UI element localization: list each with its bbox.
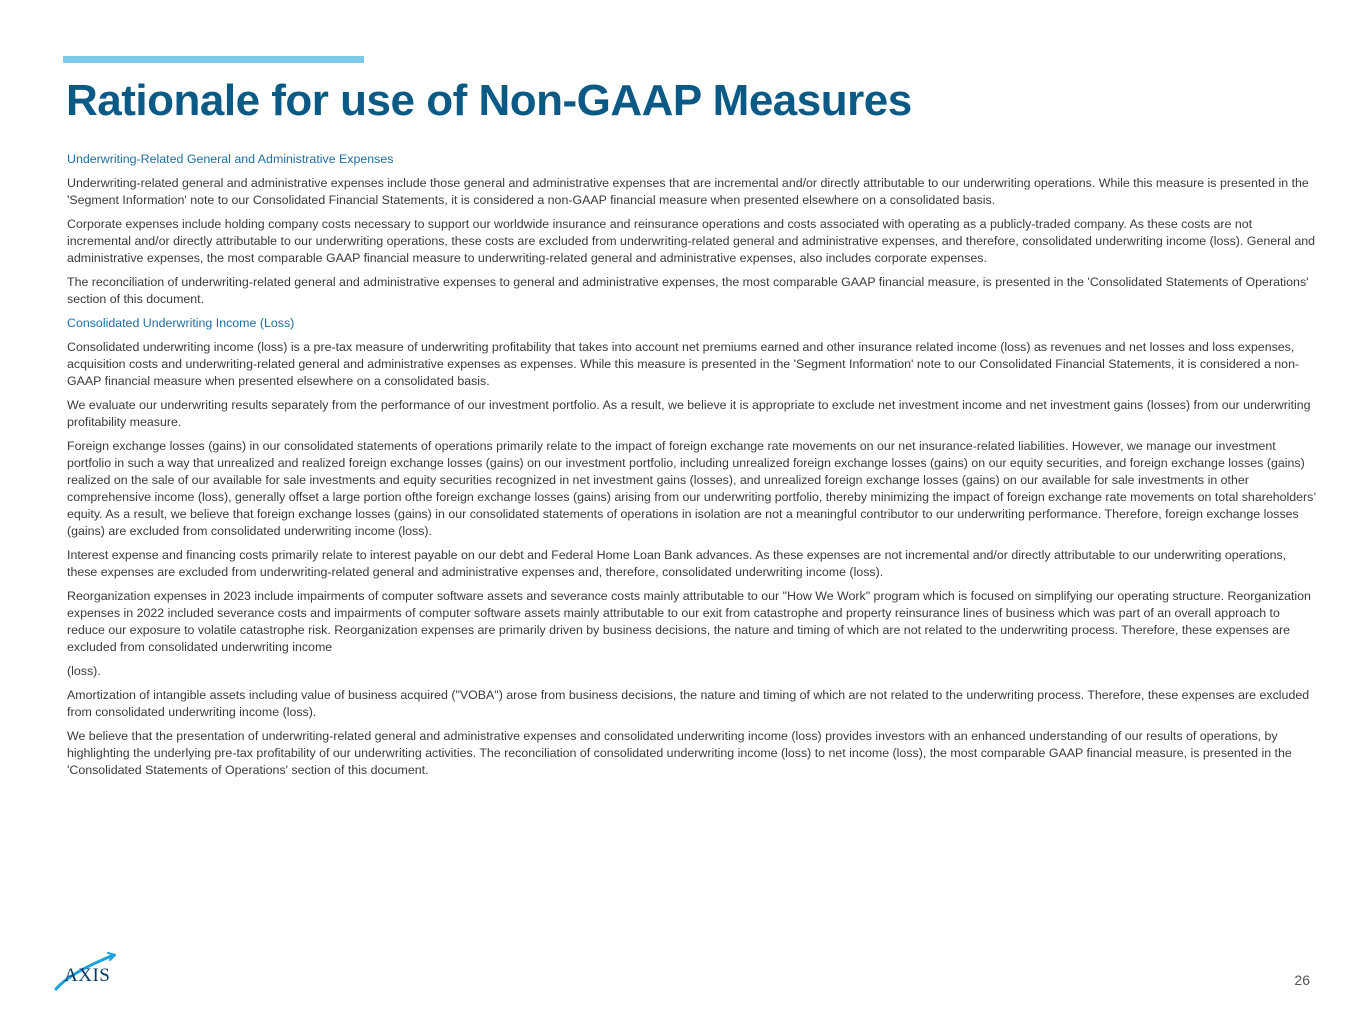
paragraph: Interest expense and financing costs primarily relate to interest payable on our debt and Federal Home Loan Bank advances. As these expenses are not incremental and/or directly attributable to our underwriting operations, these expenses are excluded from underwriting-related general and administrative expenses and, therefore, consolidated underwriting income (loss). (67, 548, 1287, 579)
axis-logo (52, 951, 118, 993)
section-heading-underwriting-ga: Underwriting-Related General and Administrative Expenses (67, 152, 394, 166)
paragraph: Corporate expenses include holding company costs necessary to support our worldwide insurance and reinsurance operations and costs associated with operating as a publicly-traded company. As these costs are not incremental and/or directly attributable to our underwriting operations, these costs are excluded from underwriting-related general and administrative expenses, and therefore, consolidated underwriting income (loss). General and administrative expenses, the most comparable GAAP financial measure to underwriting-related general and administrative expenses, also includes corporate expenses. (67, 217, 1315, 265)
page-title: Rationale for use of Non-GAAP Measures (66, 76, 912, 125)
paragraph: Foreign exchange losses (gains) in our consolidated statements of operations primarily relate to the impact of foreign exchange rate movements on our net insurance-related liabilities. However, we manage our investment portfolio in such a way that unrealized and realized foreign exchange losses (gains) on our investment portfolio, including unrealized foreign exchange losses (gains) on our equity securities, and foreign exchange losses (gains) realized on the sale of our available for sale investments and equity securities recognized in net investment gains (losses), and unrealized foreign exchange losses (gains) on our available for sale investments in other comprehensive income (loss), generally offset a large portion ofthe foreign exchange losses (gains) arising from our underwriting portfolio, thereby minimizing the impact of foreign exchange rate movements on total shareholders’ equity. As a result, we believe that foreign exchange losses (gains) in our consolidated statements of operations in isolation are not a meaningful contributor to our underwriting performance. Therefore, foreign exchange losses (gains) are excluded from consolidated underwriting income (loss). (67, 439, 1316, 538)
page-number: 26 (1294, 972, 1310, 988)
svg-text:AXIS: AXIS (64, 965, 111, 986)
content-body (67, 151, 1317, 786)
section-heading-consolidated-underwriting-income: Consolidated Underwriting Income (Loss) (67, 316, 295, 330)
paragraph: We evaluate our underwriting results separately from the performance of our investment portfolio. As a result, we believe it is appropriate to exclude net investment income and net investment gains (losses) from our underwriting profitability measure. (67, 398, 1311, 429)
paragraph: The reconciliation of underwriting-related general and administrative expenses to general and administrative expenses, the most comparable GAAP financial measure, is presented in the 'Consolidated Statements of Operations' section of this document. (67, 275, 1309, 306)
paragraph: We believe that the presentation of underwriting-related general and administrative expenses and consolidated underwriting income (loss) provides investors with an enhanced understanding of our results of operations, by highlighting the underlying pre-tax profitability of our underwriting activities. The reconciliation of consolidated underwriting income (loss) to net income (loss), the most comparable GAAP financial measure, is presented in the 'Consolidated Statements of Operations' section of this document. (67, 729, 1292, 777)
paragraph: Reorganization expenses in 2023 include impairments of computer software assets and severance costs mainly attributable to our "How We Work" program which is focused on simplifying our operating structure. Reorganization expenses in 2022 included severance costs and impairments of computer software assets mainly attributable to our exit from catastrophe and property reinsurance lines of business which was part of an overall approach to reduce our exposure to volatile catastrophe risk. Reorganization expenses are primarily driven by business decisions, the nature and timing of which are not related to the underwriting process. Therefore, these expenses are excluded from consolidated underwriting income (67, 589, 1311, 654)
paragraph: Underwriting-related general and administrative expenses include those general and administrative expenses that are incremental and/or directly attributable to our underwriting operations. While this measure is presented in the 'Segment Information' note to our Consolidated Financial Statements, it is considered a non-GAAP financial measure when presented elsewhere on a consolidated basis. (67, 176, 1309, 207)
paragraph: (loss). (67, 664, 101, 678)
axis-logo-icon (52, 951, 118, 993)
title-accent-bar (63, 56, 364, 63)
paragraph: Amortization of intangible assets including value of business acquired ("VOBA") arose from business decisions, the nature and timing of which are not related to the underwriting process. Therefore, these expenses are excluded from consolidated underwriting income (loss). (67, 688, 1310, 719)
paragraph: Consolidated underwriting income (loss) is a pre-tax measure of underwriting profitability that takes into account net premiums earned and other insurance related income (loss) as revenues and net losses and loss expenses, acquisition costs and underwriting-related general and administrative expenses as expenses. While this measure is presented in the 'Segment Information' note to our Consolidated Financial Statements, it is considered a non-GAAP financial measure when presented elsewhere on a consolidated basis. (67, 340, 1300, 388)
